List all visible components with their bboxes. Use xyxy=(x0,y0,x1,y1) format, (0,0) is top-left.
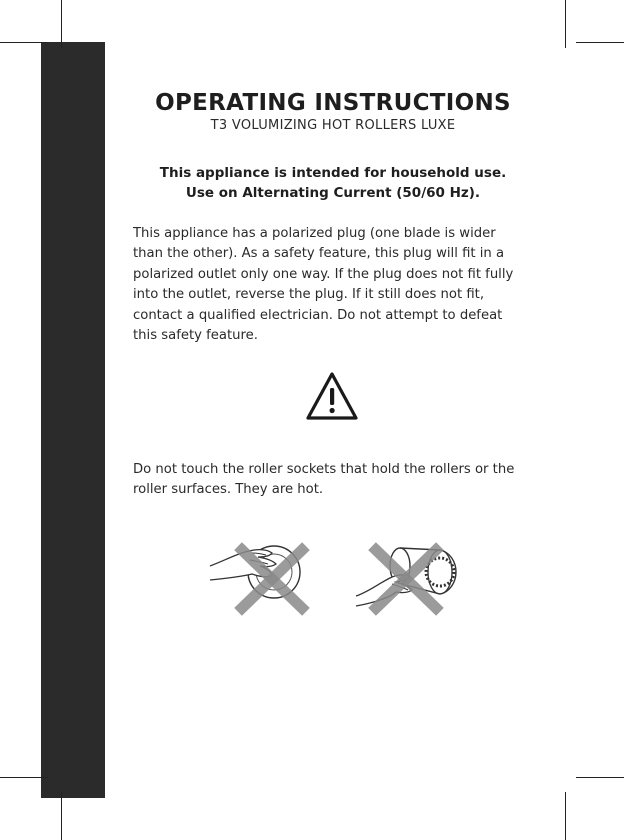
crop-mark xyxy=(565,792,566,840)
hand-touching-roller-illustration xyxy=(352,540,468,620)
notice-line-1: This appliance is intended for household use. xyxy=(159,165,507,181)
crop-mark xyxy=(0,42,48,43)
crop-mark xyxy=(61,0,62,48)
crop-mark xyxy=(61,792,62,840)
side-bar xyxy=(41,42,105,798)
crop-mark xyxy=(576,777,624,778)
hot-surfaces-paragraph: Do not touch the roller sockets that hold the rollers or the roller surfaces. They are hot. xyxy=(133,462,515,498)
page-title: OPERATING INSTRUCTIONS xyxy=(155,90,511,116)
polarized-plug-paragraph: This appliance has a polarized plug (one blade is wider than the other). As a safety feature, this plug will fit in a polarized outlet only one way. If the plug does not fit fully into the outlet, reverse the plug. If it still does not fit, contact a qualified electrician. Do not attempt to defeat this safety feature. xyxy=(133,226,514,344)
notice-line-2: Use on Alternating Current (50/60 Hz). xyxy=(185,185,481,201)
household-use-notice xyxy=(105,163,561,203)
prohibited-x-icon xyxy=(242,550,302,608)
hand-touching-socket-illustration xyxy=(206,540,322,620)
crop-mark xyxy=(565,0,566,48)
warning-triangle-icon xyxy=(305,370,359,422)
crop-mark xyxy=(0,777,48,778)
crop-mark xyxy=(576,42,624,43)
page-subtitle: T3 VOLUMIZING HOT ROLLERS LUXE xyxy=(210,118,456,133)
